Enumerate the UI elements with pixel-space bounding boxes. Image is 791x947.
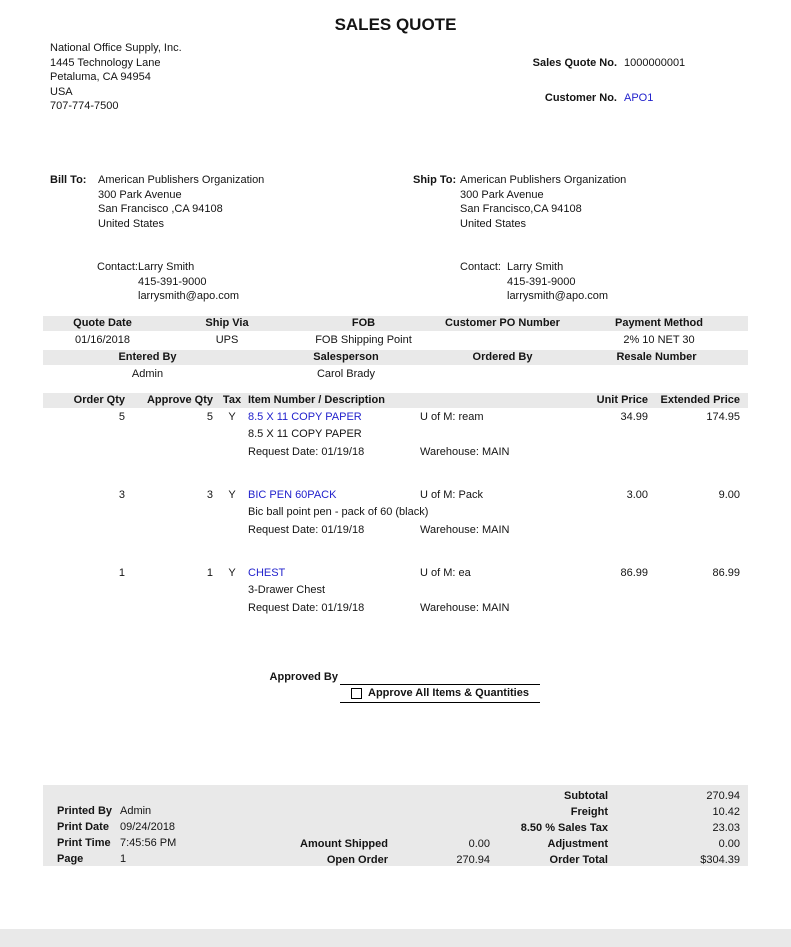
printed-by-value: Admin	[120, 805, 152, 817]
ship-contact-label: Contact:	[460, 261, 501, 273]
print-date-label: Print Date	[57, 821, 109, 833]
order-info-header-row2	[43, 350, 748, 365]
page-number: 1	[120, 853, 127, 865]
order-total-value: $304.39	[700, 854, 740, 866]
item-number-link[interactable]: CHEST	[248, 567, 286, 579]
bill-contact-phone: 415-391-9000	[138, 275, 207, 288]
item-approve-qty: 5	[206, 411, 213, 423]
payment-method-value: 2% 10 NET 30	[623, 334, 695, 346]
customer-no-label: Customer No.	[544, 92, 617, 104]
company-address-line1: 1445 Technology Lane	[50, 56, 161, 69]
page-label: Page	[57, 853, 84, 865]
item-unit-price: 3.00	[626, 489, 648, 501]
bill-to-address-line1: 300 Park Avenue	[98, 188, 182, 201]
print-time-value: 7:45:56 PM	[120, 837, 177, 849]
ship-to-address-line1: 300 Park Avenue	[460, 188, 544, 201]
ordered-by-value	[440, 367, 565, 382]
items-table-header	[43, 393, 748, 408]
company-name: National Office Supply, Inc.	[50, 42, 182, 54]
bill-to-country: United States	[98, 217, 165, 230]
col-header-customer-po: Customer PO Number	[445, 317, 560, 329]
item-description: 8.5 X 11 COPY PAPER	[248, 428, 362, 440]
salesperson-value: Carol Brady	[316, 368, 376, 380]
col-header-fob: FOB	[351, 317, 376, 329]
item-order-qty: 3	[118, 489, 125, 501]
subtotal-value: 270.94	[706, 790, 740, 802]
item-number-link[interactable]: BIC PEN 60PACK	[248, 489, 337, 501]
bill-to-section	[50, 173, 264, 231]
order-total-label: Order Total	[549, 854, 608, 866]
sales-quote-no-value: 1000000001	[624, 57, 686, 69]
ship-via-value: UPS	[215, 334, 239, 346]
item-uom: U of M: ream	[420, 411, 484, 423]
item-tax: Y	[228, 411, 236, 423]
item-row	[43, 410, 748, 462]
company-address-line2: Petaluma, CA 94954	[50, 71, 151, 83]
sales-quote-no-label: Sales Quote No.	[532, 57, 617, 69]
col-header-extended-price: Extended Price	[660, 394, 740, 406]
open-order-value: 270.94	[456, 854, 490, 866]
bill-to-name: American Publishers Organization	[98, 174, 265, 186]
print-time-label: Print Time	[57, 837, 111, 849]
col-header-entered-by: Entered By	[118, 351, 177, 363]
item-unit-price: 86.99	[620, 567, 648, 579]
item-request-date: Request Date: 01/19/18	[248, 602, 365, 614]
col-header-order-qty: Order Qty	[73, 394, 125, 406]
order-info-section	[43, 316, 748, 384]
item-extended-price: 86.99	[712, 567, 740, 579]
company-country: USA	[50, 85, 73, 98]
ship-to-country: United States	[460, 217, 527, 230]
order-info-header-row1	[43, 316, 748, 331]
item-tax: Y	[228, 567, 236, 579]
col-header-tax: Tax	[222, 394, 242, 406]
subtotal-label: Subtotal	[564, 790, 608, 802]
approved-by-label: Approved By	[269, 671, 338, 683]
item-number-link[interactable]: 8.5 X 11 COPY PAPER	[248, 411, 362, 423]
amount-shipped-label: Amount Shipped	[300, 838, 388, 850]
item-tax: Y	[228, 489, 236, 501]
item-approve-qty: 3	[206, 489, 213, 501]
adjustment-label: Adjustment	[547, 838, 608, 850]
item-order-qty: 5	[118, 411, 125, 423]
bill-contact-section	[97, 260, 239, 304]
ship-contact-section	[460, 260, 608, 304]
adjustment-value: 0.00	[718, 838, 740, 850]
item-description: 3-Drawer Chest	[248, 584, 326, 596]
print-date-value: 09/24/2018	[120, 821, 176, 833]
item-request-date: Request Date: 01/19/18	[248, 446, 365, 458]
col-header-unit-price: Unit Price	[596, 394, 648, 406]
col-header-approve-qty: Approve Qty	[146, 394, 213, 406]
company-block	[50, 41, 182, 114]
item-warehouse: Warehouse: MAIN	[420, 524, 510, 536]
bill-contact-name: Larry Smith	[138, 261, 195, 273]
col-header-salesperson: Salesperson	[313, 351, 379, 363]
bottom-page-strip	[0, 929, 791, 947]
customer-no-link[interactable]: APO1	[624, 92, 654, 104]
ship-to-address-line2: San Francisco,CA 94108	[460, 203, 582, 216]
signature-line	[340, 670, 540, 685]
col-header-resale-number: Resale Number	[616, 351, 697, 363]
item-approve-qty: 1	[206, 567, 213, 579]
item-uom: U of M: Pack	[420, 489, 483, 501]
col-header-quote-date: Quote Date	[73, 317, 132, 329]
bill-to-address-line2: San Francisco ,CA 94108	[98, 203, 223, 216]
item-row	[43, 488, 748, 540]
entered-by-value: Admin	[131, 368, 164, 380]
bill-contact-label: Contact:	[97, 261, 138, 273]
page-title: SALES QUOTE	[334, 15, 457, 34]
quote-meta	[467, 56, 767, 126]
freight-label: Freight	[570, 806, 608, 818]
open-order-label: Open Order	[326, 854, 388, 866]
printed-by-label: Printed By	[57, 805, 113, 817]
bill-contact-email: larrysmith@apo.com	[138, 290, 240, 303]
order-info-value-row2	[43, 367, 748, 382]
item-request-date: Request Date: 01/19/18	[248, 524, 365, 536]
item-order-qty: 1	[118, 567, 125, 579]
quote-date-value: 01/16/2018	[74, 334, 131, 346]
resale-number-value	[565, 367, 748, 382]
col-header-item-description: Item Number / Description	[248, 394, 385, 406]
footer-summary	[43, 785, 748, 866]
sales-tax-label: 8.50 % Sales Tax	[520, 822, 608, 834]
ship-to-name: American Publishers Organization	[460, 174, 627, 186]
ship-contact-phone: 415-391-9000	[507, 275, 576, 288]
item-uom: U of M: ea	[420, 567, 471, 579]
ship-to-section	[413, 173, 626, 231]
item-extended-price: 174.95	[706, 411, 740, 423]
approve-all-checkbox[interactable]	[351, 688, 362, 699]
item-description: Bic ball point pen - pack of 60 (black)	[248, 506, 429, 518]
company-phone: 707-774-7500	[50, 100, 119, 112]
order-info-value-row1	[43, 333, 748, 348]
approve-all-row	[340, 686, 540, 703]
col-header-payment-method: Payment Method	[614, 317, 703, 329]
approval-section	[43, 670, 748, 710]
fob-value: FOB Shipping Point	[315, 334, 412, 346]
ship-contact-name: Larry Smith	[507, 261, 564, 273]
freight-value: 10.42	[712, 806, 740, 818]
amount-shipped-value: 0.00	[468, 838, 490, 850]
item-warehouse: Warehouse: MAIN	[420, 602, 510, 614]
ship-contact-email: larrysmith@apo.com	[507, 290, 609, 303]
item-row	[43, 566, 748, 618]
item-warehouse: Warehouse: MAIN	[420, 446, 510, 458]
col-header-ordered-by: Ordered By	[472, 351, 533, 363]
sales-tax-value: 23.03	[712, 822, 740, 834]
bill-to-label: Bill To:	[50, 174, 87, 186]
col-header-ship-via: Ship Via	[205, 317, 249, 329]
customer-po-value	[435, 333, 570, 348]
approve-all-label: Approve All Items & Quantities	[368, 687, 529, 699]
ship-to-label: Ship To:	[413, 174, 457, 186]
item-extended-price: 9.00	[718, 489, 740, 501]
item-unit-price: 34.99	[620, 411, 648, 423]
